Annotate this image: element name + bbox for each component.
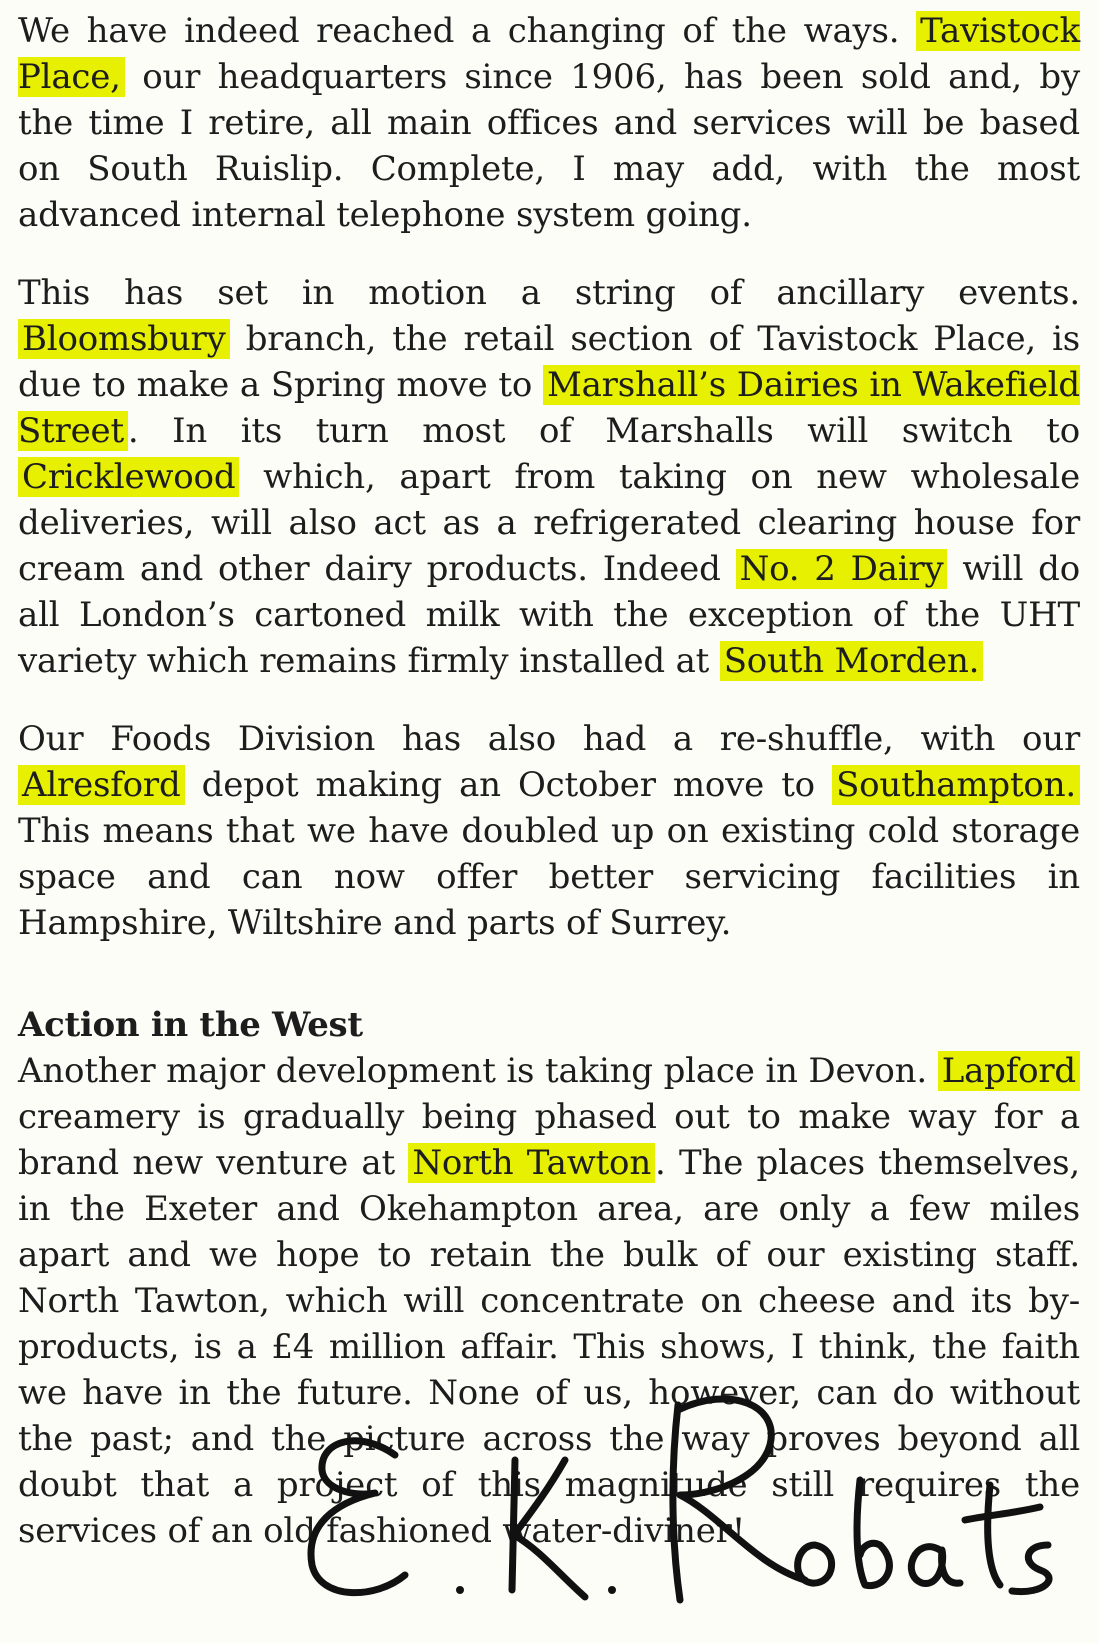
highlighted-place-name: Alresford	[18, 765, 185, 805]
highlighted-place-name: No. 2 Dairy	[736, 549, 948, 589]
highlighted-place-name: Lapford	[938, 1051, 1080, 1091]
highlighted-place-name: Southampton.	[832, 765, 1080, 805]
body-text: which, apart from taking on new wholesale deliveries, will also act as a refrigerated clearing house for cream and other dairy products. Indeed	[18, 457, 1080, 589]
highlighted-place-name: Marshall’s Dairies in Wakefield Street	[18, 365, 1080, 451]
body-text: This has set in motion a string of ancillary events.	[18, 273, 1080, 313]
highlighted-place-name: Tavistock Place,	[18, 11, 1080, 97]
body-text: depot making an October move to	[184, 765, 833, 805]
section-heading: Action in the West	[18, 1005, 363, 1045]
paragraph-headquarters	[18, 8, 1080, 238]
body-text: Our Foods Division has also had a re-shuffle, with our	[18, 719, 1080, 759]
body-text: will do all London’s cartoned milk with the exception of the UHT variety which remains firmly installed at	[18, 549, 1080, 681]
paragraph-branch-moves	[18, 270, 1080, 684]
letter-page	[18, 8, 1080, 1554]
highlighted-place-name: South Morden.	[720, 641, 984, 681]
paragraph-foods-division	[18, 716, 1080, 946]
body-text: Another major development is taking place in Devon.	[18, 1051, 938, 1091]
body-text: our headquarters since 1906, has been sold and, by the time I retire, all main offices and services will be based on South Ruislip. Complete, I may add, with the most advanced internal telephone system going.	[18, 57, 1080, 235]
body-text: . In its turn most of Marshalls will switch to	[127, 411, 1080, 451]
handwritten-signature	[300, 1385, 1060, 1635]
body-text: We have indeed reached a changing of the ways.	[18, 11, 917, 51]
body-text: This means that we have doubled up on existing cold storage space and can now offer better servicing facilities in Hampshire, Wiltshire and parts of Surrey.	[18, 811, 1080, 943]
highlighted-place-name: Bloomsbury	[18, 319, 230, 359]
body-text: . The places themselves, in the Exeter and Okehampton area, are only a few miles apart and we hope to retain the bulk of our existing staff. North Tawton, which will concentrate on cheese and its by-products, is a £4 million affair. This shows, I think, the faith we have in the future. None of us, however, can do without the past; and the picture across the way proves beyond all doubt that a project of this magnitude still requires the services of an old fashioned water-diviner!	[18, 1143, 1080, 1551]
highlighted-place-name: Cricklewood	[18, 457, 239, 497]
body-text: branch, the retail section of Tavistock Place, is due to make a Spring move to	[18, 319, 1080, 405]
body-text: creamery is gradually being phased out to make way for a brand new venture at	[18, 1097, 1080, 1183]
highlighted-place-name: North Tawton	[408, 1143, 655, 1183]
